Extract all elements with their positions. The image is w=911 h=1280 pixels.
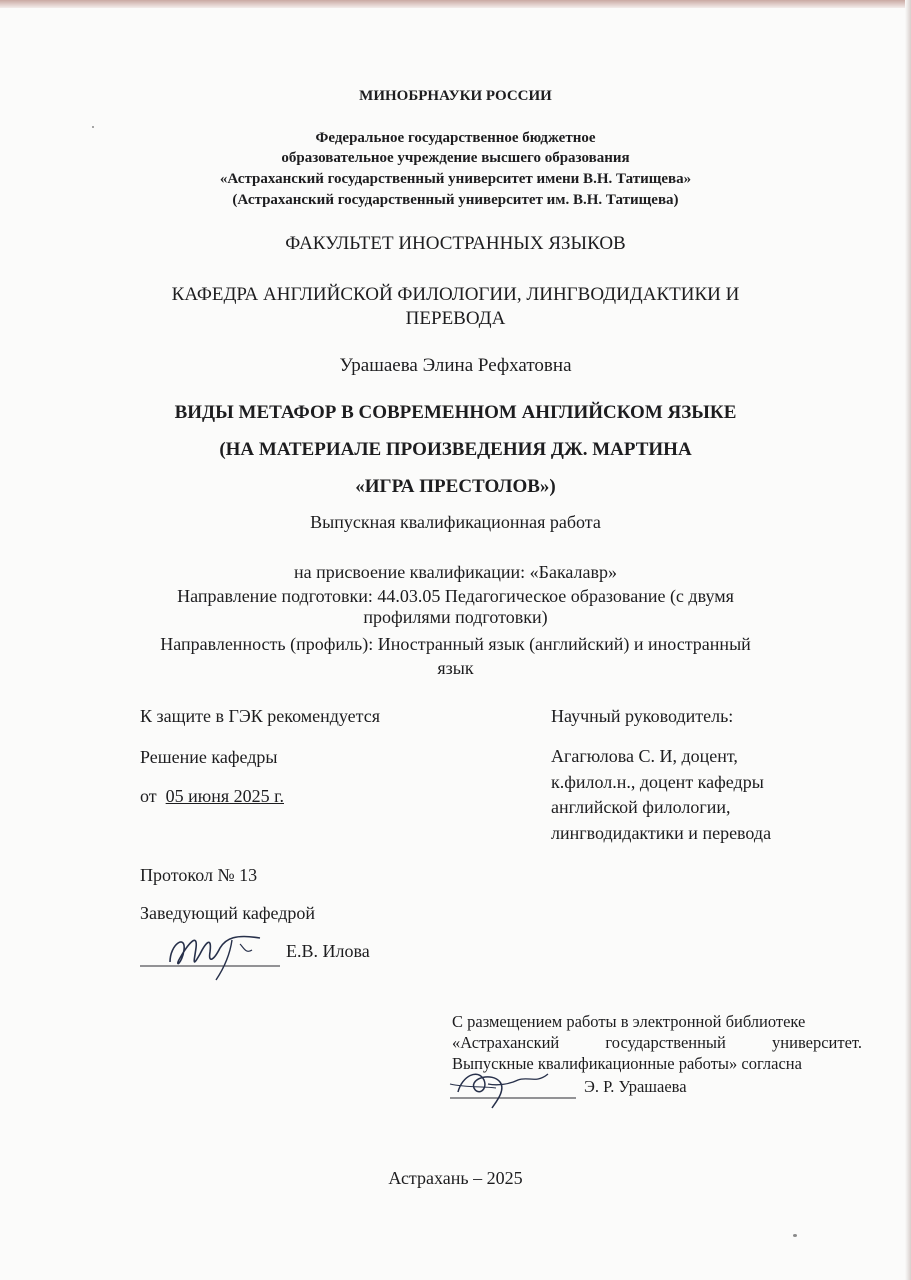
author-signer-name: Э. Р. Урашаева [584,1077,687,1096]
qualification-line-3: профилями подготовки) [363,607,548,627]
consent-line-2 [452,1033,862,1053]
decision-date-row [140,786,284,807]
head-label: Заведующий кафедрой [140,903,316,923]
institution-line-3: «Астраханский государственный университет имени В.Н. Татищева» [219,171,692,187]
recommended-text: К защите в ГЭК рекомендуется [140,706,381,726]
city-year: Астрахань – 2025 [388,1168,523,1188]
title-line-3: «ИГРА ПРЕСТОЛОВ») [355,476,556,497]
author-signature [448,1062,578,1110]
supervisor-label: Научный руководитель: [551,706,734,726]
work-type: Выпускная квалификационная работа [310,512,601,532]
qualification-line-2: Направление подготовки: 44.03.05 Педагогическое образование (с двумя [177,586,734,606]
head-signature [140,924,285,984]
protocol-text: Протокол № 13 [140,865,258,885]
department-line-2: ПЕРЕВОДА [405,308,506,329]
author-name: Урашаева Элина Рефхатовна [339,355,572,376]
scan-speck [92,126,94,128]
consent-word-1: «Астраханский [452,1033,560,1052]
decision-text: Решение кафедры [140,747,278,767]
consent-word-3: университет. [772,1033,862,1052]
scan-speck [793,1234,797,1237]
page-edge-top [0,0,911,8]
qualification-line-1: на присвоение квалификации: «Бакалавр» [293,562,618,582]
consent-line-1: С размещением работы в электронной библиотеке [452,1012,806,1031]
department-line-1: КАФЕДРА АНГЛИЙСКОЙ ФИЛОЛОГИИ, ЛИНГВОДИДАКТИКИ И [171,284,740,305]
qualification-line-4: Направленность (профиль): Иностранный язык (английский) и иностранный [160,634,751,654]
head-name: Е.В. Илова [286,941,370,961]
institution-line-1: Федеральное государственное бюджетное [315,130,596,146]
consent-word-2: государственный [605,1033,726,1052]
institution-line-2: образовательное учреждение высшего образования [281,150,630,166]
supervisor-line-1: Агагюлова С. И, доцент, [551,746,738,766]
title-line-1: ВИДЫ МЕТАФОР В СОВРЕМЕННОМ АНГЛИЙСКОМ ЯЗЫКЕ [174,402,737,423]
qualification-line-5: язык [437,658,474,678]
supervisor-line-4: лингводидактики и перевода [551,823,772,843]
title-line-2: (НА МАТЕРИАЛЕ ПРОИЗВЕДЕНИЯ ДЖ. МАРТИНА [219,439,692,460]
supervisor-line-3: английской филологии, [551,797,731,817]
date-prefix: от [140,786,157,806]
decision-date: 05 июня 2025 г. [165,786,284,806]
consent-line-3: Выпускные квалификационные работы» согласна [452,1054,802,1073]
institution-line-4: (Астраханский государственный университет им. В.Н. Татищева) [232,192,679,208]
supervisor-line-2: к.филол.н., доцент кафедры [551,772,764,792]
ministry-heading: МИНОБРНАУКИ РОССИИ [359,88,552,104]
faculty-heading: ФАКУЛЬТЕТ ИНОСТРАННЫХ ЯЗЫКОВ [285,233,626,254]
